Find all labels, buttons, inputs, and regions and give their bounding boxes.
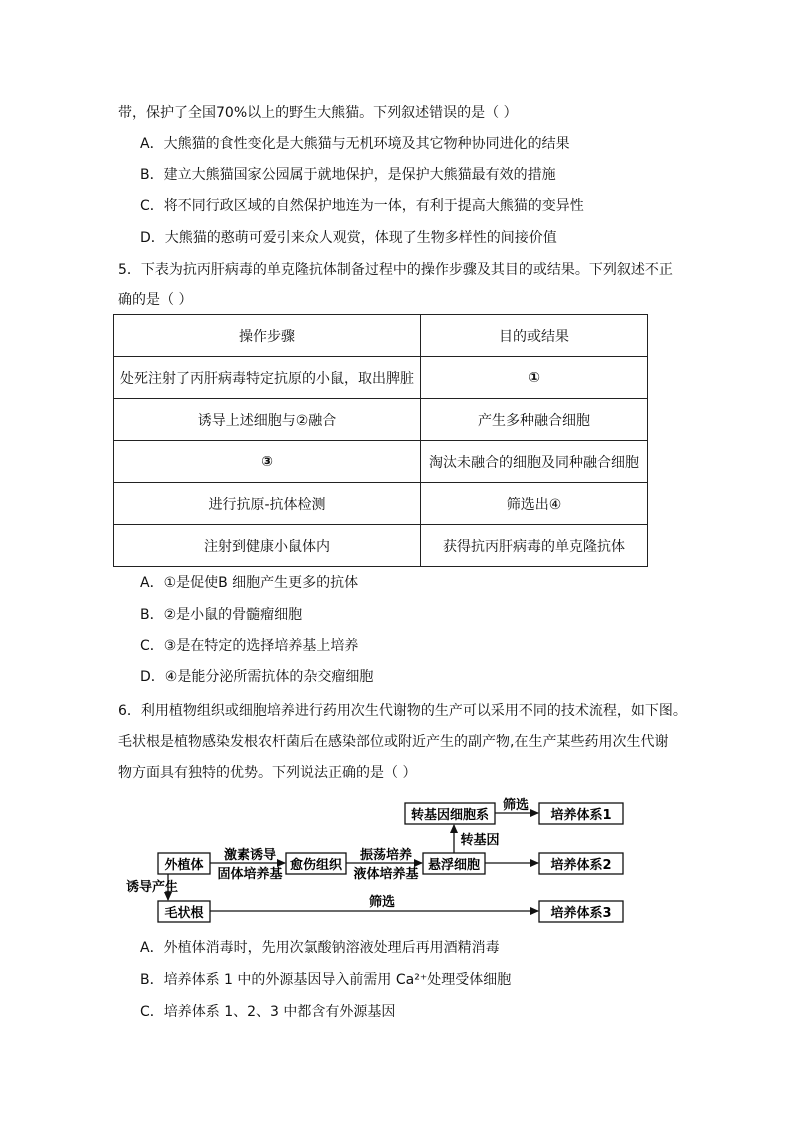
- table-header-cell: 操作步骤: [114, 315, 421, 357]
- table-cell: 诱导上述细胞与②融合: [114, 399, 421, 441]
- label-solid: 固体培养基: [217, 867, 283, 882]
- node-culture2-label: 培养体系2: [550, 858, 612, 873]
- table-header-row: [114, 315, 648, 357]
- table-cell: 注射到健康小鼠体内: [114, 525, 421, 567]
- node-culture2: [539, 853, 623, 874]
- table-cell: 获得抗丙肝病毒的单克隆抗体: [421, 525, 648, 567]
- q5-option-d: D．④是能分泌所需抗体的杂交瘤细胞: [140, 669, 374, 685]
- q6-stem-line3: 物方面具有独特的优势。下列说法正确的是（ ）: [118, 765, 417, 781]
- label-hormone: 激素诱导: [223, 848, 277, 863]
- q4-option-c: C．将不同行政区域的自然保护地连为一体，有利于提高大熊猫的变异性: [140, 198, 584, 214]
- q5-option-b: B．②是小鼠的骨髓瘤细胞: [140, 607, 303, 623]
- node-hairy-root: [158, 901, 210, 922]
- node-hairy-root-label: 毛状根: [164, 906, 204, 921]
- node-culture3-label: 培养体系3: [550, 906, 612, 921]
- table-row: [114, 525, 648, 567]
- q6-option-a: A．外植体消毒时，先用次氯酸钠溶液处理后再用酒精消毒: [140, 940, 500, 956]
- table-cell: 产生多种融合细胞: [421, 399, 648, 441]
- q5-option-c: C．③是在特定的选择培养基上培养: [140, 638, 359, 654]
- node-transgenic: [405, 803, 495, 824]
- node-callus: [286, 853, 346, 874]
- node-explant: [158, 853, 210, 874]
- q5-stem-line1: 5．下表为抗丙肝病毒的单克隆抗体制备过程中的操作步骤及其目的或结果。下列叙述不正: [118, 262, 673, 278]
- label-screen1: 筛选: [502, 798, 530, 813]
- q4-option-b: B．建立大熊猫国家公园属于就地保护，是保护大熊猫最有效的措施: [140, 167, 556, 183]
- table-cell: 筛选出④: [421, 483, 648, 525]
- q6-stem-line1: 6．利用植物组织或细胞培养进行药用次生代谢物的生产可以采用不同的技术流程，如下图。: [118, 703, 687, 719]
- q6-stem-line2: 毛状根是植物感染发根农杆菌后在感染部位或附近产生的副产物,在生产某些药用次生代谢: [118, 734, 669, 750]
- q5-table: [113, 314, 648, 567]
- q5-stem-line2: 确的是（ ）: [118, 292, 193, 308]
- table-row: [114, 357, 648, 399]
- q5-option-a: A．①是促使B 细胞产生更多的抗体: [140, 575, 359, 591]
- q6-option-c: C．培养体系 1、2、3 中都含有外源基因: [140, 1004, 396, 1020]
- table-cell: 处死注射了丙肝病毒特定抗原的小鼠，取出脾脏: [114, 357, 421, 399]
- node-suspension-label: 悬浮细胞: [427, 858, 481, 873]
- flow-diagram: [0, 795, 794, 935]
- label-screen3: 筛选: [368, 895, 396, 910]
- node-callus-label: 愈伤组织: [289, 858, 343, 873]
- q4-option-d: D．大熊猫的憨萌可爱引来众人观赏，体现了生物多样性的间接价值: [140, 230, 557, 246]
- table-row: [114, 441, 648, 483]
- node-transgenic-label: 转基因细胞系: [410, 808, 490, 823]
- node-culture1: [539, 803, 623, 824]
- label-liquid: 液体培养基: [353, 867, 419, 882]
- table-header-cell: 目的或结果: [421, 315, 648, 357]
- label-transgene: 转基因: [460, 833, 500, 848]
- label-induce: 诱导产生: [125, 880, 179, 895]
- table-cell: ③: [114, 441, 421, 483]
- node-explant-label: 外植体: [164, 858, 204, 873]
- node-culture3: [539, 901, 623, 922]
- node-culture1-label: 培养体系1: [550, 808, 612, 823]
- table-row: [114, 483, 648, 525]
- q6-option-b: B．培养体系 1 中的外源基因导入前需用 Ca²⁺处理受体细胞: [140, 972, 512, 988]
- table-cell: ①: [421, 357, 648, 399]
- q4-stem-tail: 带，保护了全国70%以上的野生大熊猫。下列叙述错误的是（ ）: [118, 105, 518, 121]
- table-cell: 进行抗原-抗体检测: [114, 483, 421, 525]
- table-row: [114, 399, 648, 441]
- node-suspension: [423, 853, 485, 874]
- q4-option-a: A．大熊猫的食性变化是大熊猫与无机环境及其它物种协同进化的结果: [140, 136, 570, 152]
- label-shake: 振荡培养: [359, 848, 413, 863]
- table-cell: 淘汰未融合的细胞及同种融合细胞: [421, 441, 648, 483]
